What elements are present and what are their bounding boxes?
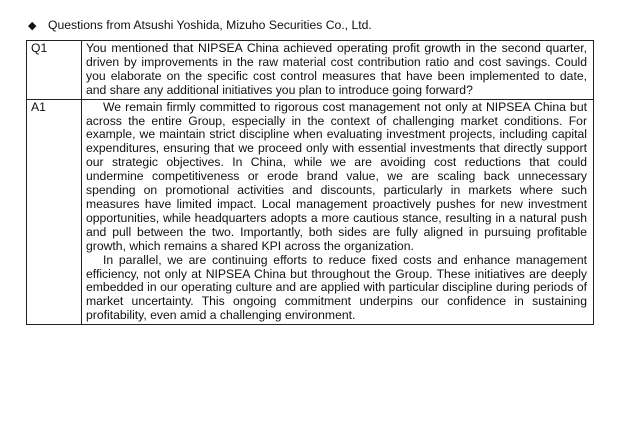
qa-table [26,40,594,325]
question-row [27,41,594,100]
answer-row [27,99,594,325]
answer-label: A1 [27,99,82,325]
answer-paragraph-1: We remain firmly committed to rigorous cost management not only at NIPSEA China but across the entire Group, especially in the context of challenging market conditions. For example, we maintain strict discipline when evaluating investment projects, including capital expenditures, ensuring that we proceed only with essential investments that directly support our strategic objectives. In China, while we are avoiding cost reductions that could undermine competitiveness or erode brand value, we are scaling back unnecessary spending on promotional activities and discounts, particularly in markets where such measures have limited impact. Local management proactively pushes for new investment opportunities, while headquarters adopts a more cautious stance, resulting in a natural push and pull between the two. Importantly, both sides are fully aligned in pursuing profitable growth, which remains a shared KPI across the organization. [86,99,587,253]
heading-text: Questions from Atsushi Yoshida, Mizuho Securities Co., Ltd. [48,18,372,32]
question-text [82,41,594,100]
diamond-bullet-icon: ◆ [28,20,37,32]
question-paragraph: You mentioned that NIPSEA China achieved operating profit growth in the second quarter, driven by improvements in the raw material cost contribution ratio and cost savings. Could you elaborate on the specific cost control measures that have been implemented to date, and share any additional initiatives you plan to introduce going forward? [86,41,587,97]
section-heading [28,18,372,34]
answer-text [82,99,594,325]
answer-paragraph-2: In parallel, we are continuing efforts to reduce fixed costs and enhance management efficiency, not only at NIPSEA China but throughout the Group. These initiatives are deeply embedded in our operating culture and are applied with particular discipline during periods of market uncertainty. This ongoing commitment underpins our confidence in sustaining profitability, even amid a challenging environment. [86,252,587,323]
question-label: Q1 [27,41,82,100]
